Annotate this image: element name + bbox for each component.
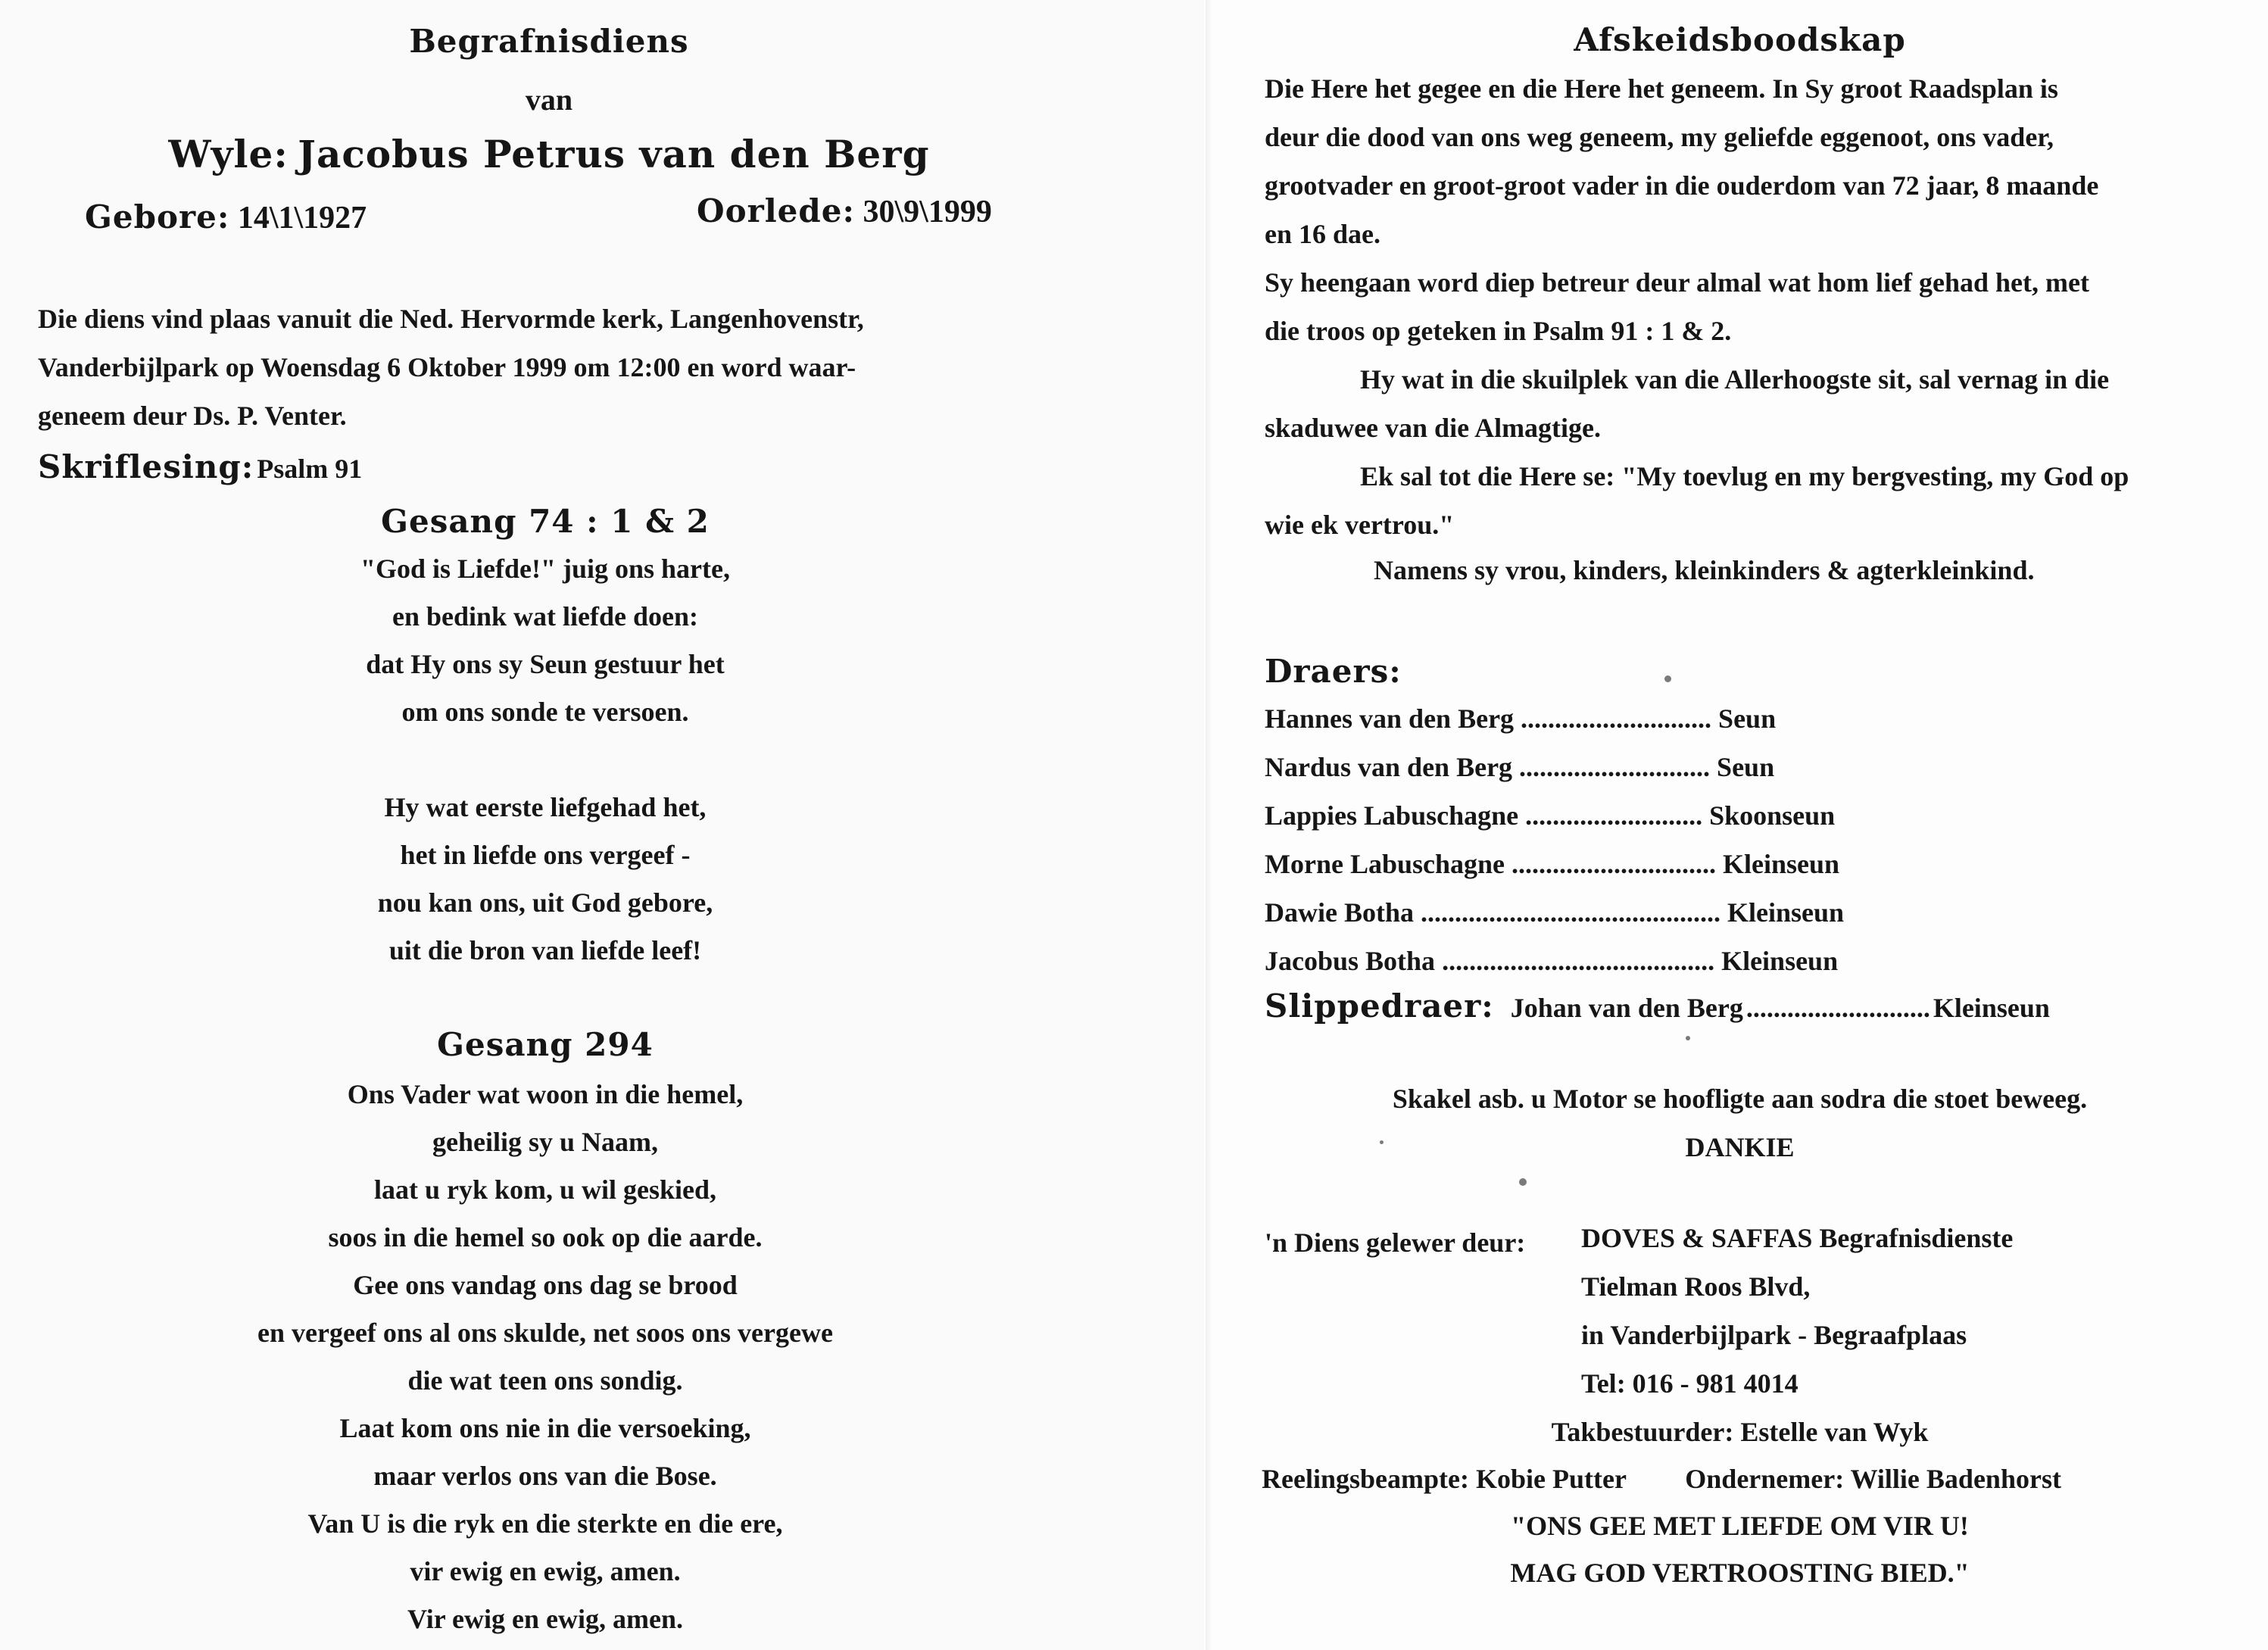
pall-label: Slippedraer: — [1265, 987, 1494, 1025]
provider-tel: Tel: 016 - 981 4014 — [1581, 1368, 1798, 1399]
headlights-notice: Skakel asb. u Motor se hoofligte aan sodra die stoet beweeg. — [1392, 1084, 2088, 1114]
hymn1-line: "God is Liefde!" juig ons harte, — [360, 554, 730, 584]
hymn2-line: Van U is die ryk en die sterkte en die ere, — [307, 1508, 783, 1539]
undertaker-label: Ondernemer: — [1685, 1464, 1845, 1494]
farewell-line: en 16 dae. — [1265, 219, 1380, 249]
bearer-dots: ............................ — [1521, 703, 1712, 734]
bearer-name: Hannes van den Berg — [1265, 703, 1515, 734]
arrangements-label: Reelingsbeampte: — [1262, 1464, 1469, 1494]
bearer-row — [1265, 897, 1844, 928]
thanks-text: DANKIE — [1685, 1132, 1795, 1162]
hymn2-line: vir ewig en ewig, amen. — [410, 1556, 681, 1586]
branch-label: Takbestuurder: — [1551, 1417, 1734, 1447]
farewell-line: Ek sal tot die Here se: "My toevlug en my bergvesting, my God op — [1360, 461, 2129, 491]
bearer-relation: Kleinseun — [1721, 946, 1839, 976]
bearer-relation: Kleinseun — [1727, 897, 1845, 928]
hymn2-title: Gesang 294 — [437, 1026, 654, 1063]
hymn1-title: Gesang 74 : 1 & 2 — [381, 503, 710, 540]
bearer-relation: Skoonseun — [1709, 800, 1836, 831]
right-page — [1212, 0, 2268, 1650]
pall-name: Johan van den Berg — [1510, 993, 1743, 1023]
born-label: Gebore: — [85, 198, 230, 235]
bearer-relation: Seun — [1718, 703, 1777, 734]
born-line — [85, 198, 367, 236]
hymn2-line: maar verlos ons van die Bose. — [373, 1461, 717, 1491]
farewell-signoff: Namens sy vrou, kinders, kleinkinders & agterkleinkind. — [1374, 555, 2035, 585]
scripture-value: Psalm 91 — [257, 454, 363, 484]
bearer-row — [1265, 848, 1839, 880]
deceased-name: Jacobus Petrus van den Berg — [298, 132, 930, 176]
arrangements-name: Kobie Putter — [1475, 1464, 1627, 1494]
motto-line: MAG GOD VERTROOSTING BIED." — [1510, 1558, 1970, 1588]
hymn1-line: het in liefde ons vergeef - — [400, 840, 691, 870]
provider-name: DOVES & SAFFAS Begrafnisdienste — [1581, 1223, 2014, 1253]
farewell-line: Sy heengaan word diep betreur deur almal wat hom lief gehad het, met — [1265, 267, 2089, 298]
died-label: Oorlede: — [697, 192, 855, 229]
bearer-relation: Seun — [1717, 752, 1775, 782]
deceased-line — [0, 132, 1098, 176]
hymn1-line: uit die bron van liefde leef! — [388, 935, 702, 965]
bearer-relation: Kleinseun — [1723, 849, 1840, 879]
service-line: Die diens vind plaas vanuit die Ned. Hervormde kerk, Langenhovenstr, — [38, 304, 864, 334]
hymn2-line: en vergeef ons al ons skulde, net soos ons vergewe — [257, 1318, 833, 1348]
died-line — [697, 192, 992, 230]
provider-address: Tielman Roos Blvd, — [1581, 1271, 1811, 1302]
bearer-name: Nardus van den Berg — [1265, 752, 1513, 782]
branch-manager-line — [1212, 1416, 2268, 1448]
farewell-line: skaduwee van die Almagtige. — [1265, 413, 1602, 443]
farewell-title: Afskeidsboodskap — [1574, 21, 1906, 58]
paper-speck — [1519, 1178, 1527, 1186]
bearer-row — [1265, 800, 1835, 831]
farewell-line: wie ek vertrou." — [1265, 510, 1455, 540]
farewell-line: deur die dood van ons weg geneem, my geliefde eggenoot, ons vader, — [1265, 122, 2054, 152]
farewell-line: Hy wat in die skuilplek van die Allerhoogste sit, sal vernag in die — [1360, 364, 2110, 395]
branch-name: Estelle van Wyk — [1740, 1417, 1929, 1447]
hymn1-line: en bedink wat liefde doen: — [392, 601, 699, 632]
staff-line — [1262, 1463, 2061, 1495]
bearer-row — [1265, 751, 1774, 783]
farewell-line: die troos op geteken in Psalm 91 : 1 & 2. — [1265, 316, 1732, 346]
bearer-name: Dawie Botha — [1265, 897, 1414, 928]
paper-speck — [1664, 675, 1671, 682]
service-line: geneem deur Ds. P. Venter. — [38, 401, 347, 431]
bearer-dots: .......................... — [1525, 800, 1703, 831]
farewell-line: Die Here het gegee en die Here het geneem. In Sy groot Raadsplan is — [1265, 73, 2058, 104]
undertaker-name: Willie Badenhorst — [1850, 1464, 2061, 1494]
bearer-dots: ............................ — [1519, 752, 1711, 782]
bearers-title: Draers: — [1265, 653, 1402, 690]
paper-speck — [1380, 1140, 1384, 1144]
bearer-name: Lappies Labuschagne — [1265, 800, 1519, 831]
farewell-line: grootvader en groot-groot vader in die ouderdom van 72 jaar, 8 maande — [1265, 170, 2099, 201]
bearer-dots: .............................. — [1511, 849, 1717, 879]
hymn2-line: Vir ewig en ewig, amen. — [407, 1604, 683, 1634]
hymn2-line: Laat kom ons nie in die versoeking, — [339, 1413, 751, 1443]
provider-address: in Vanderbijlpark - Begraafplaas — [1581, 1320, 1967, 1350]
scripture-line — [38, 448, 362, 485]
pall-relation: Kleinseun — [1933, 993, 2050, 1023]
bearer-row — [1265, 945, 1838, 977]
hymn1-line: Hy wat eerste liefgehad het, — [384, 792, 707, 822]
provider-label: 'n Diens gelewer deur: — [1265, 1227, 1526, 1258]
bearer-dots: ............................................ — [1421, 897, 1720, 928]
service-title: Begrafnisdiens — [409, 23, 689, 60]
wyle-label: Wyle: — [168, 132, 289, 176]
bearer-row — [1265, 703, 1776, 735]
hymn2-line: soos in die hemel so ook op die aarde. — [328, 1222, 763, 1252]
paper-speck — [1686, 1036, 1690, 1040]
page-fold — [1206, 0, 1212, 1650]
hymn2-line: Ons Vader wat woon in die hemel, — [347, 1079, 744, 1109]
motto-line: "ONS GEE MET LIEFDE OM VIR U! — [1511, 1511, 1969, 1541]
scripture-label: Skriflesing: — [38, 448, 254, 485]
hymn1-line: dat Hy ons sy Seun gestuur het — [366, 649, 725, 679]
pall-bearer-row — [1265, 987, 2050, 1025]
hymn2-line: die wat teen ons sondig. — [407, 1365, 683, 1396]
hymn2-line: geheilig sy u Naam, — [432, 1127, 658, 1157]
van-label: van — [525, 83, 573, 117]
pall-dots: ........................... — [1745, 993, 1930, 1023]
hymn2-line: laat u ryk kom, u wil geskied, — [373, 1174, 717, 1205]
died-date: 30\9\1999 — [863, 195, 992, 229]
hymn1-line: nou kan ons, uit God gebore, — [377, 887, 713, 918]
born-date: 14\1\1927 — [237, 201, 367, 235]
hymn1-line: om ons sonde te versoen. — [401, 697, 689, 727]
bearer-dots: ........................................ — [1442, 946, 1715, 976]
bearer-name: Jacobus Botha — [1265, 946, 1436, 976]
hymn2-line: Gee ons vandag ons dag se brood — [353, 1270, 738, 1300]
service-line: Vanderbijlpark op Woensdag 6 Oktober 1999 om 12:00 en word waar- — [38, 352, 856, 382]
bearer-name: Morne Labuschagne — [1265, 849, 1505, 879]
